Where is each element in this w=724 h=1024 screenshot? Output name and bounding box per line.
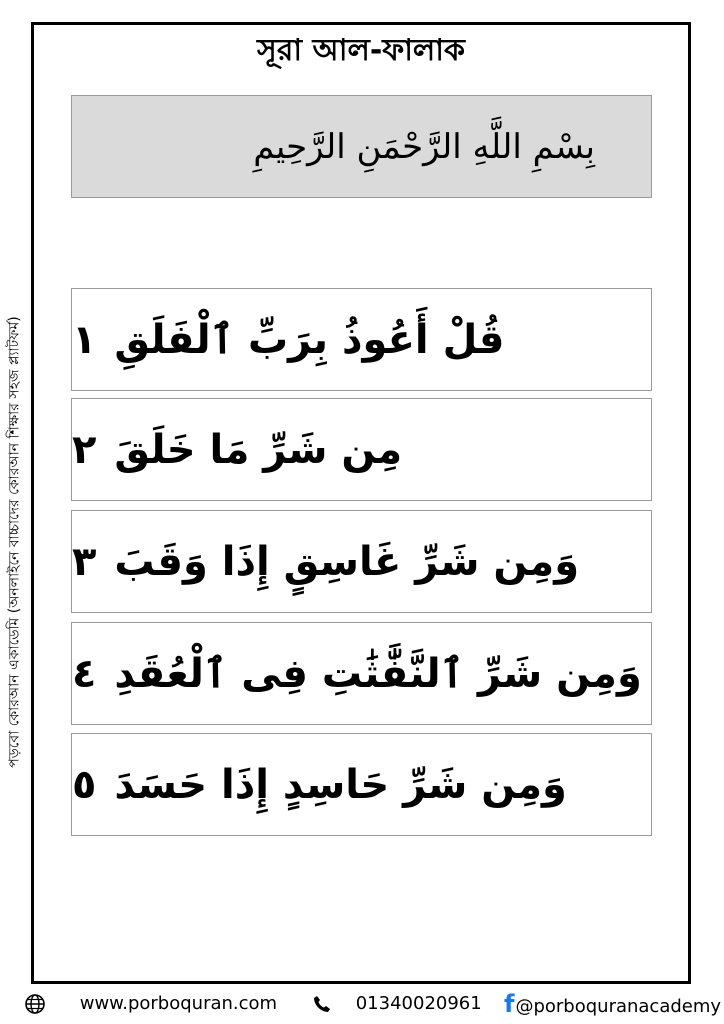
ayah-box-3 — [71, 510, 652, 613]
ayah-number: ١ — [72, 316, 97, 363]
ayah-text: وَمِن شَرِّ ٱلنَّفَّٰثَٰتِ فِى ٱلْعُقَدِ — [114, 650, 642, 697]
facebook-text: @porboquranacademy — [515, 996, 722, 1017]
side-caption — [2, 232, 28, 852]
phone-text: 01340020961 — [355, 993, 482, 1014]
ayah-number: ٥ — [72, 761, 97, 808]
ayah-number: ٣ — [72, 538, 97, 585]
ayah-box-1 — [71, 288, 652, 391]
website-text: www.porboquran.com — [79, 993, 278, 1014]
ayah-text: قُلْ أَعُوذُ بِرَبِّ ٱلْفَلَقِ — [114, 316, 505, 363]
ayah-number: ٢ — [72, 426, 97, 473]
footer — [0, 988, 724, 1020]
facebook-icon: f — [504, 990, 515, 1018]
ayah-box-2 — [71, 398, 652, 501]
page-title: সূরা আল-ফালাক — [257, 33, 465, 68]
ayah-text: وَمِن شَرِّ غَاسِقٍ إِذَا وَقَبَ — [114, 538, 580, 585]
phone-icon — [312, 994, 332, 1014]
ayah-box-4 — [71, 622, 652, 725]
footer-website[interactable] — [24, 992, 277, 1016]
bismillah-box — [71, 95, 652, 198]
ayah-text: وَمِن شَرِّ حَاسِدٍ إِذَا حَسَدَ — [114, 761, 567, 808]
ayah-box-5 — [71, 733, 652, 836]
side-caption-text: পড়বো কোরআন একাডেমি (অনলাইনে বাচ্চাদের কোরআন শিক্ষার সহজ প্ল্যাটফর্ম) — [7, 316, 24, 768]
bismillah-text: بِسْمِ اللَّهِ الرَّحْمَنِ الرَّحِيمِ — [253, 126, 595, 167]
footer-phone[interactable] — [312, 992, 482, 1016]
ayah-number: ٤ — [72, 650, 97, 697]
ayah-text: مِن شَرِّ مَا خَلَقَ — [114, 426, 403, 473]
footer-facebook[interactable] — [504, 992, 721, 1019]
globe-icon — [24, 993, 46, 1015]
